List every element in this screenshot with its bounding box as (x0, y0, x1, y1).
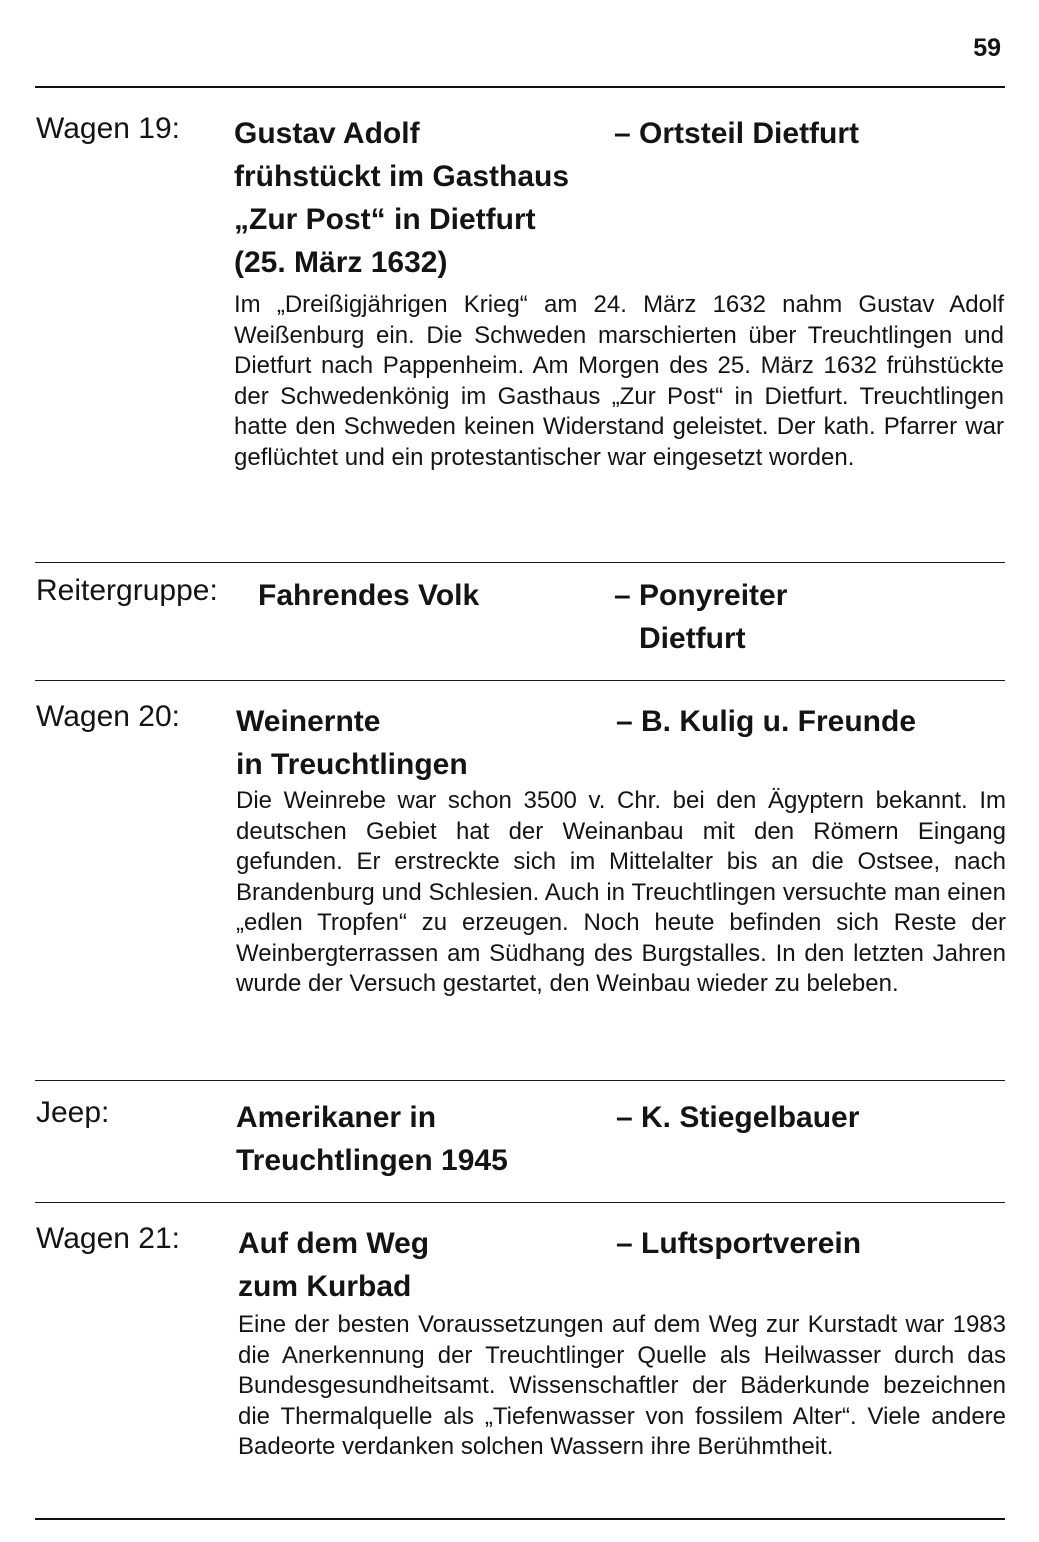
entry-sponsor: – K. Stiegelbauer (616, 1101, 860, 1134)
entry-title: Amerikaner in Treuchtlingen 1945 (236, 1101, 508, 1177)
entry-sponsor: – Luftsportverein (616, 1227, 862, 1260)
entry-sponsor: – B. Kulig u. Freunde (616, 705, 917, 738)
entry-title: Gustav Adolf frühstückt im Gasthaus „Zur Post“ in Dietfurt (25. März 1632) (234, 117, 570, 279)
entry-description: Im „Dreißigjährigen Krieg“ am 24. März 1632 nahm Gustav Adolf Weißenburg ein. Die Schweden marschierten über Treuchtlingen und Dietfurt nach Pappenheim. Am Morgen des 25. März 1632 frühstückte der Schwedenkönig im Gasthaus „Zur Post“ in Dietfurt. Treuchtlingen hatte den Schweden keinen Widerstand geleistet. Der kath. Pfarrer war geflüchtet und ein protestantischer war eingesetzt worden. (234, 291, 1004, 471)
entry-label: Jeep: (36, 1096, 110, 1129)
divider (35, 562, 1005, 563)
entry-label: Reitergruppe: (36, 574, 218, 607)
entry-label: Wagen 19: (36, 112, 180, 145)
entry-title: Weinernte in Treuchtlingen (236, 705, 468, 781)
divider (35, 86, 1005, 88)
entry-description: Die Weinrebe war schon 3500 v. Chr. bei den Ägyptern bekannt. Im deutschen Gebiet hat der Weinanbau mit den Römern Eingang gefunden. Er erstreckte sich im Mittelalter bis an die Ostsee, nach Brandenburg und Schlesien. Auch in Treuchtlingen versuchte man einen „edlen Tropfen“ zu erzeugen. Noch heute befinden sich Reste der Weinbergterrassen am Südhang des Burgstalles. In den letzten Jahren wurde der Versuch gestartet, den Weinbau wieder zu beleben. (236, 787, 1006, 997)
divider (35, 1518, 1005, 1520)
entry-sponsor: – Ponyreiter Dietfurt (614, 579, 788, 655)
page-number: 59 (973, 34, 1001, 62)
divider (35, 680, 1005, 681)
entry-description: Eine der besten Voraussetzungen auf dem Weg zur Kurstadt war 1983 die Anerkennung der Treuchtlinger Quelle als Heilwasser durch das Bundesgesundheitsamt. Wissenschaftler der Bäderkunde bezeichnen die Thermalquelle als „Tiefenwasser von fossilem Alter“. Viele andere Badeorte verdanken solchen Wassern ihre Berühmtheit. (238, 1311, 1006, 1460)
entry-title: Auf dem Weg zum Kurbad (238, 1227, 430, 1303)
divider (35, 1080, 1005, 1081)
divider (35, 1202, 1005, 1203)
entry-label: Wagen 20: (36, 700, 180, 733)
entry-sponsor: – Ortsteil Dietfurt (614, 117, 860, 150)
entry-title: Fahrendes Volk (258, 579, 480, 612)
entry-label: Wagen 21: (36, 1222, 180, 1255)
